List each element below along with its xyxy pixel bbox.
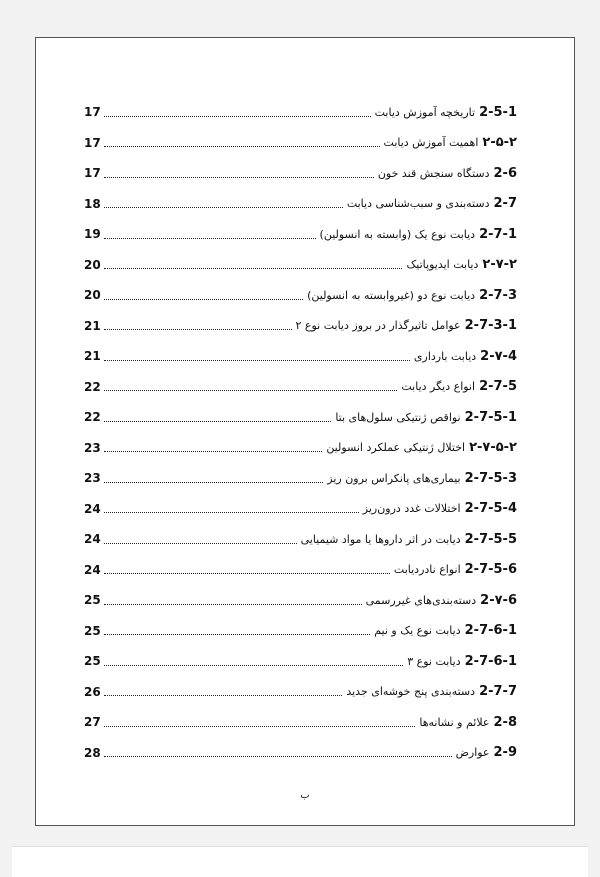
toc-entry-page: 24	[84, 501, 101, 516]
toc-dot-leader	[104, 604, 362, 605]
toc-dot-leader	[104, 512, 359, 513]
toc-entry-page: 17	[84, 135, 101, 150]
toc-entry-number: 2-7-6-1	[464, 623, 517, 639]
toc-dot-leader	[104, 726, 415, 727]
toc-entry-page: 17	[84, 166, 101, 181]
toc-entry-title: اهمیت آموزش دیابت	[383, 136, 479, 150]
toc-entry-number: 2-7-6-1	[464, 653, 517, 669]
toc-entry-title: عوامل تاثیرگذار در بروز دیابت نوع ۲	[295, 319, 461, 333]
toc-dot-leader	[104, 482, 323, 483]
toc-dot-leader	[104, 177, 374, 178]
toc-entry-number: ۲-۷-۵-۲	[469, 440, 517, 456]
toc-entry-number: 2-۷-6	[480, 592, 517, 608]
toc-entry-page: 20	[84, 288, 101, 303]
toc-entry-title: بیماری‌های پانکراس برون ریز	[327, 471, 461, 485]
toc-entry	[84, 158, 517, 189]
toc-entry-number: 2-9	[493, 745, 517, 761]
toc-entry	[84, 646, 517, 677]
toc-entry-page: 22	[84, 410, 101, 425]
toc-dot-leader	[104, 116, 371, 117]
toc-entry	[84, 219, 517, 250]
toc-entry-title: دیابت نوع یک و نیم	[374, 624, 461, 638]
toc-entry-number: 2-6	[493, 165, 517, 181]
toc-entry	[84, 463, 517, 494]
toc-entry-title: اختلالات غدد درون‌ریز	[362, 502, 461, 516]
toc-entry	[84, 616, 517, 647]
toc-entry	[84, 250, 517, 281]
toc-entry	[84, 707, 517, 738]
toc-entry-title: دسته‌بندی‌های غیررسمی	[365, 593, 477, 607]
toc-entry-page: 22	[84, 379, 101, 394]
toc-entry-title: دیابت در اثر داروها یا مواد شیمیایی	[300, 532, 461, 546]
toc-entry-number: 2-7-5-4	[464, 501, 517, 517]
toc-entry-title: علائم و نشانه‌ها	[419, 715, 490, 729]
toc-entry	[84, 402, 517, 433]
toc-entry	[84, 677, 517, 708]
toc-entry-page: 21	[84, 318, 101, 333]
toc-dot-leader	[104, 665, 403, 666]
toc-entry-title: دسته‌بندی و سبب‌شناسی دیابت	[346, 197, 490, 211]
toc-dot-leader	[104, 756, 452, 757]
toc-entry-title: دیابت بارداری	[413, 349, 477, 363]
next-page-edge	[12, 846, 588, 877]
toc-entry-page: 17	[84, 105, 101, 120]
toc-entry-number: 2-7-5-1	[464, 409, 517, 425]
toc-entry-title: انواع نادردیابت	[393, 563, 461, 577]
toc-entry-page: 19	[84, 227, 101, 242]
toc-entry	[84, 433, 517, 464]
toc-entry	[84, 738, 517, 769]
toc-entry	[84, 524, 517, 555]
toc-dot-leader	[104, 634, 370, 635]
toc-entry	[84, 341, 517, 372]
toc-entry	[84, 372, 517, 403]
toc-entry-number: 2-7-3	[479, 287, 517, 303]
toc-entry	[84, 189, 517, 220]
toc-entry-page: 25	[84, 623, 101, 638]
toc-entry-page: 25	[84, 654, 101, 669]
toc-entry	[84, 128, 517, 159]
toc-entry	[84, 555, 517, 586]
document-page	[35, 37, 575, 826]
toc-dot-leader	[104, 421, 331, 422]
toc-entry-number: 2-7-5-5	[464, 531, 517, 547]
toc-entry-title: دسته‌بندی پنج خوشه‌ای جدید	[346, 685, 476, 699]
toc-entry-number: 2-7-5	[479, 379, 517, 395]
toc-dot-leader	[104, 268, 402, 269]
toc-entry-title: دیابت ایدیوپاتیک	[406, 258, 479, 272]
toc-entry-number: 2-7-1	[479, 226, 517, 242]
toc-entry-number: 2-۷-4	[480, 348, 517, 364]
toc-dot-leader	[104, 299, 303, 300]
toc-entry-title: دیابت نوع دو (غیروابسته به انسولین)	[307, 288, 476, 302]
toc-dot-leader	[104, 146, 380, 147]
toc-entry-page: 28	[84, 745, 101, 760]
toc-entry-title: تاریخچه آموزش دیابت	[374, 105, 476, 119]
page-footer-number: ب	[300, 790, 310, 801]
toc-entry-title: نواقص ژنتیکی سلول‌های بتا	[335, 410, 461, 424]
toc-dot-leader	[104, 390, 397, 391]
toc-dot-leader	[104, 329, 292, 330]
toc-dot-leader	[104, 451, 322, 452]
toc-entry-number: 2-8	[493, 714, 517, 730]
toc-entry-page: 23	[84, 471, 101, 486]
toc-entry-page: 24	[84, 532, 101, 547]
toc-entry-page: 18	[84, 196, 101, 211]
toc-entry-title: اختلال ژنتیکی عملکرد انسولین	[326, 441, 466, 455]
toc-entry-page: 20	[84, 257, 101, 272]
toc-entry-title: دیابت نوع یک (وابسته به انسولین)	[319, 227, 476, 241]
toc-entry-page: 25	[84, 593, 101, 608]
table-of-contents	[84, 97, 517, 768]
toc-entry-page: 26	[84, 684, 101, 699]
toc-entry-number: 2-7-3-1	[464, 318, 517, 334]
toc-entry-page: 27	[84, 715, 101, 730]
toc-dot-leader	[104, 207, 343, 208]
toc-entry-number: ۲-۵-۲	[482, 135, 517, 151]
toc-entry-page: 24	[84, 562, 101, 577]
toc-entry-title: دیابت نوع ۳	[407, 654, 461, 668]
toc-dot-leader	[104, 543, 297, 544]
toc-entry	[84, 97, 517, 128]
toc-entry	[84, 585, 517, 616]
toc-dot-leader	[104, 360, 410, 361]
toc-entry-number: ۲-۷-۲	[482, 257, 517, 273]
toc-entry-title: انواع دیگر دیابت	[401, 380, 476, 394]
toc-entry-number: 2-5-1	[479, 104, 517, 120]
toc-entry-page: 23	[84, 440, 101, 455]
toc-entry-number: 2-7	[493, 196, 517, 212]
toc-entry-title: دستگاه سنجش قند خون	[377, 166, 490, 180]
toc-entry	[84, 280, 517, 311]
toc-entry	[84, 494, 517, 525]
toc-entry-number: 2-7-5-6	[464, 562, 517, 578]
toc-entry-number: 2-7-5-3	[464, 470, 517, 486]
toc-dot-leader	[104, 573, 390, 574]
toc-entry	[84, 311, 517, 342]
toc-entry-number: 2-7-7	[479, 684, 517, 700]
toc-dot-leader	[104, 238, 316, 239]
toc-entry-page: 21	[84, 349, 101, 364]
toc-entry-title: عوارض	[455, 746, 490, 760]
toc-dot-leader	[104, 695, 342, 696]
